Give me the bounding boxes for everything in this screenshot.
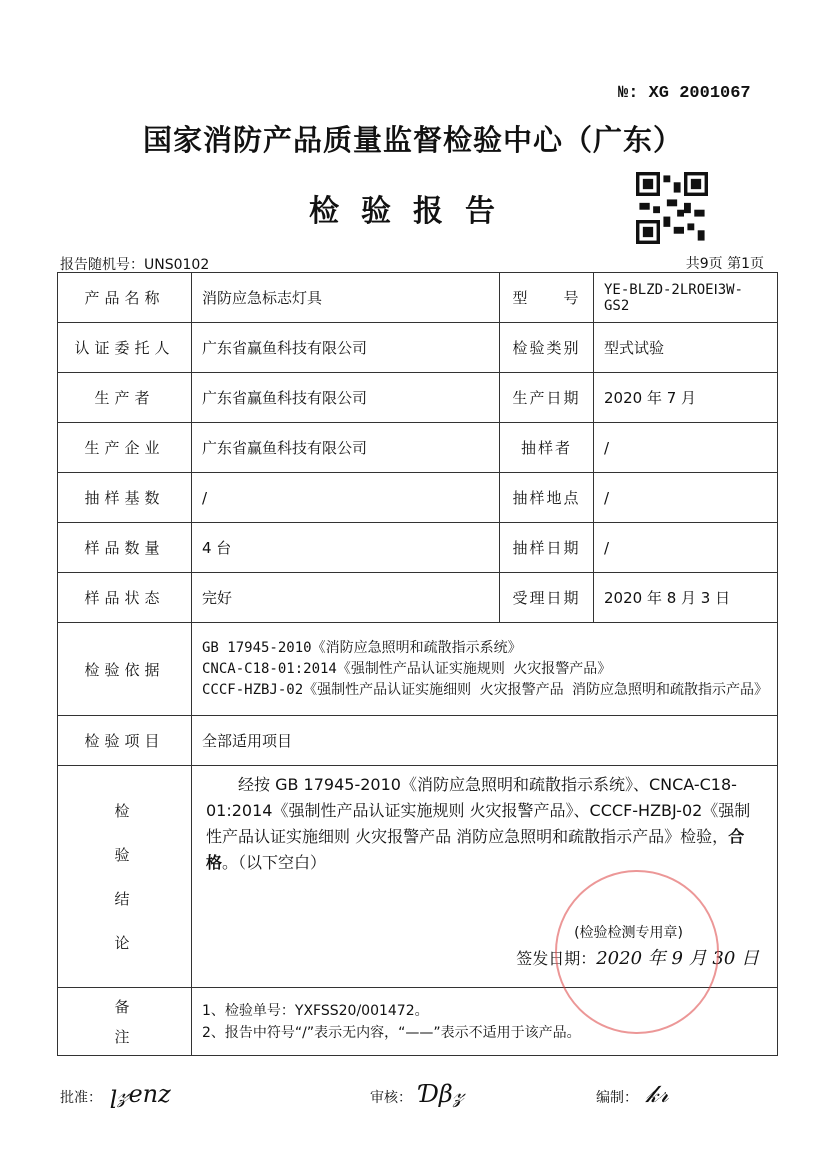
field-value: 广东省赢鱼科技有限公司 (192, 423, 500, 473)
field-label: 抽样地点 (500, 473, 594, 523)
field-value: 4 台 (192, 523, 500, 573)
table-row (58, 473, 778, 523)
review-signature: 审核： Ɗβ𝓏 (370, 1080, 464, 1108)
field-value: / (594, 523, 778, 573)
random-number: 报告随机号：UNS0102 (60, 257, 210, 273)
field-value: / (594, 423, 778, 473)
qr-code-icon (636, 172, 708, 244)
field-label: 认证委托人 (58, 323, 192, 373)
field-value: 2020 年 8 月 3 日 (594, 573, 778, 623)
notes-label: 备 注 (58, 988, 192, 1056)
field-label: 受理日期 (500, 573, 594, 623)
conclusion-label: 检 验 结 论 (58, 766, 192, 988)
field-label: 抽样者 (500, 423, 594, 473)
note-line: 2、报告中符号“/”表示无内容，“——”表示不适用于该产品。 (202, 1024, 581, 1041)
page-title: 国家消防产品质量监督检验中心（广东） (142, 123, 683, 157)
conclusion-result: 合格 (206, 827, 745, 872)
field-label: 样品数量 (58, 523, 192, 573)
table-row (58, 423, 778, 473)
field-value: 完好 (192, 573, 500, 623)
field-label: 抽样基数 (58, 473, 192, 523)
field-label: 生产企业 (58, 423, 192, 473)
basis-label: 检验依据 (58, 623, 192, 716)
note-line: 1、检验单号：YXFSS20/001472。 (202, 1002, 429, 1019)
field-label: 检验类别 (500, 323, 594, 373)
table-row (58, 523, 778, 573)
table-row (58, 573, 778, 623)
field-label: 生产日期 (500, 373, 594, 423)
field-value: 型式试验 (594, 323, 778, 373)
field-value: / (192, 473, 500, 523)
basis-line: GB 17945-2010《消防应急照明和疏散指示系统》 (202, 639, 522, 656)
field-label: 型 号 (500, 273, 594, 323)
page-count: 共9页 第1页 (685, 256, 764, 272)
field-value: YE-BLZD-2LROEⅠ3W-GS2 (594, 273, 778, 323)
field-value: 2020 年 7 月 (594, 373, 778, 423)
report-number: №: XG 2001067 (618, 84, 751, 103)
field-value: 广东省赢鱼科技有限公司 (192, 373, 500, 423)
field-label: 产品名称 (58, 273, 192, 323)
items-row (58, 716, 778, 766)
field-label: 抽样日期 (500, 523, 594, 573)
field-label: 样品状态 (58, 573, 192, 623)
conclusion-text: 经按 GB 17945-2010《消防应急照明和疏散指示系统》、CNCA-C18-01:2014《强制性产品认证实施规则 火灾报警产品》、CCCF-HZBJ-02《强制性产品认证实施细则 火灾报警产品 消防应急照明和疏散指示产品》检验，合格。（以下空白） (206, 775, 751, 872)
field-label: 生产者 (58, 373, 192, 423)
field-value: / (594, 473, 778, 523)
seal-caption: (检验检测专用章) (574, 925, 683, 941)
approve-signature: 批准： ꞁ𝓏enz (60, 1080, 171, 1108)
basis-line: CCCF-HZBJ-02《强制性产品认证实施细则 火灾报警产品 消防应急照明和疏散指示产品》 (202, 681, 768, 698)
table-row (58, 323, 778, 373)
table-row (58, 273, 778, 323)
report-subtitle: 检验报告 (309, 194, 517, 229)
items-label: 检验项目 (58, 716, 192, 766)
issue-date: 签发日期：2020 年 9 月 30 日 (516, 948, 759, 969)
field-value: 广东省赢鱼科技有限公司 (192, 323, 500, 373)
inspection-seal (555, 870, 719, 1034)
basis-row (58, 623, 778, 716)
basis-line: CNCA-C18-01:2014《强制性产品认证实施规则 火灾报警产品》 (202, 660, 612, 677)
items-value: 全部适用项目 (192, 716, 778, 766)
compile-signature: 编制： 𝓀𝓇 (596, 1080, 669, 1108)
table-row (58, 373, 778, 423)
field-value: 消防应急标志灯具 (192, 273, 500, 323)
